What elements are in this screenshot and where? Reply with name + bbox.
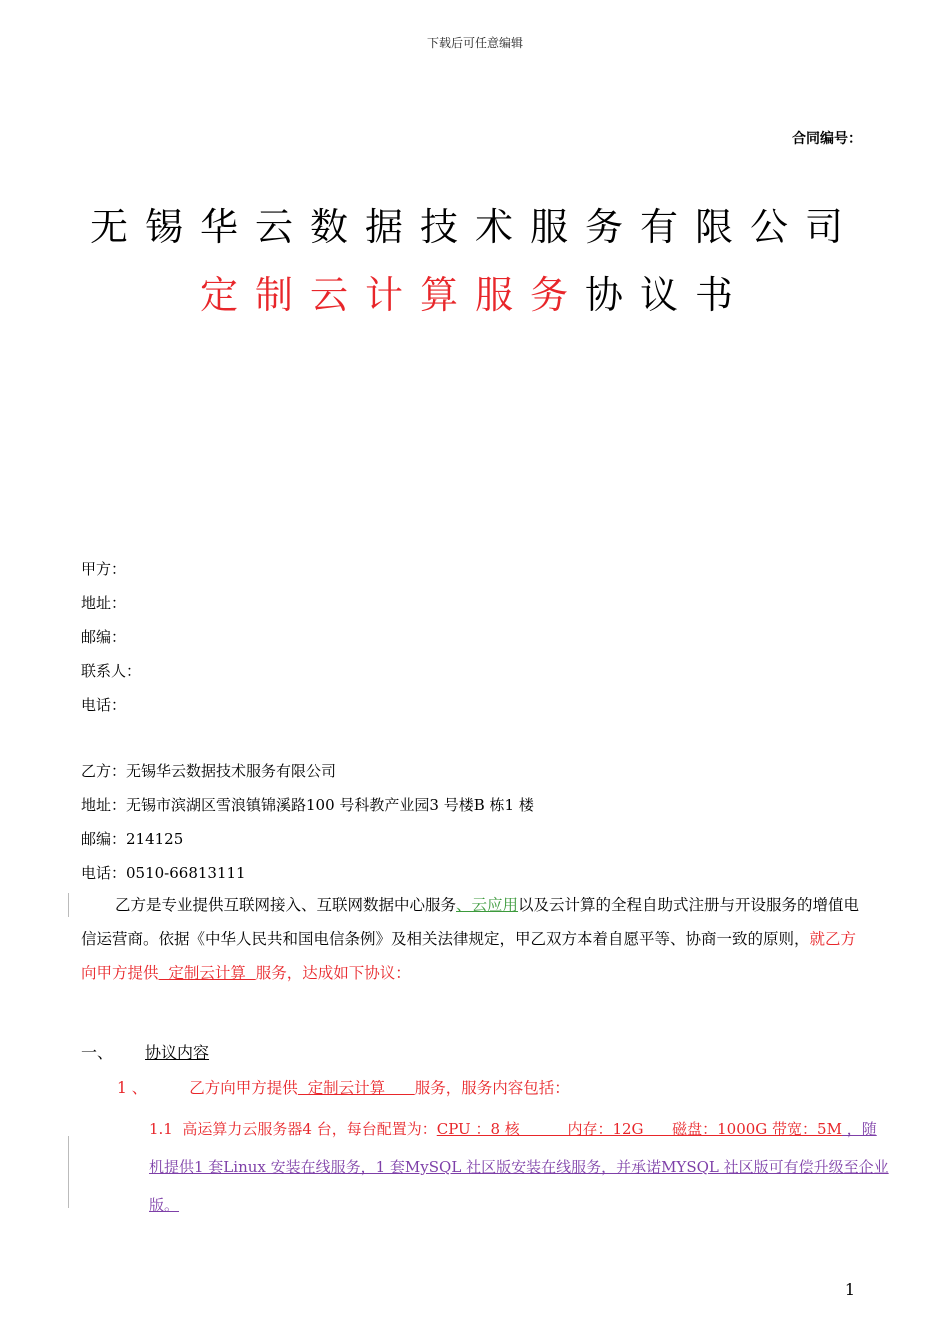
item-1-1-number: 1.1 <box>149 1120 173 1138</box>
item-1-service: 定制云计算 <box>297 1079 415 1097</box>
intro-cloud-app: 、云应用 <box>456 896 519 914</box>
item-1-1-config: CPU ：8 核 内存：12G 磁盘：1000G 带宽：5M <box>436 1120 842 1138</box>
document-title-company: 无锡华云数据技术服务有限公司 <box>89 205 860 249</box>
section-1-heading <box>81 1040 209 1063</box>
intro-paragraph <box>81 888 871 990</box>
party-a-label: 甲方： <box>81 560 127 578</box>
item-1-text-b: 服务，服务内容包括： <box>414 1079 570 1097</box>
intro-text-1: 乙方是专业提供互联网接入、互联网数据中心服务 <box>115 896 457 914</box>
item-1-1-text-a: 高运算力云服务器4 台，每台配置为： <box>182 1120 437 1138</box>
revision-bar <box>68 1136 69 1208</box>
item-1-number: 1 、 <box>117 1079 148 1097</box>
party-b-postcode: 邮编：214125 <box>81 830 184 848</box>
document-title-agreement <box>0 264 950 319</box>
item-1 <box>117 1076 570 1098</box>
party-a-phone: 电话： <box>81 696 127 714</box>
contract-number-label: 合同编号： <box>792 131 862 147</box>
item-1-1 <box>149 1110 891 1224</box>
title-service-name: 定制云计算服务 <box>199 273 585 317</box>
title-agreement-word: 协议书 <box>585 273 751 317</box>
party-b-phone: 电话：0510-66813111 <box>81 864 246 882</box>
section-1-number: 一、 <box>81 1043 114 1062</box>
party-b-address: 地址：无锡市滨湖区雪浪镇锦溪路100 号科教产业园3 号楼B 栋1 楼 <box>81 796 534 814</box>
intro-text-2: 以及云计算的全程自助式注册与开设服务的增值电信运营商。依据《中华人民共和国电信条例》及相关法律规定，甲乙双方本着自愿平等、协商一致的原则， <box>81 896 860 948</box>
intro-text-red-end: 服务，达成如下协议： <box>255 964 411 982</box>
item-1-text-a: 乙方向甲方提供 <box>189 1079 298 1097</box>
intro-text-red: 就乙方向甲方提供 <box>81 930 857 982</box>
revision-bar <box>68 893 69 917</box>
section-1-title: 协议内容 <box>145 1043 210 1062</box>
header-note: 下载后可任意编辑 <box>426 36 523 50</box>
party-a-postcode: 邮编： <box>81 628 127 646</box>
party-a-address: 地址： <box>81 594 127 612</box>
page-number: 1 <box>844 1280 855 1299</box>
intro-service-name: 定制云计算 <box>158 964 256 982</box>
item-1-1-text-b: ，随机提供1 套Linux 安装在线服务，1 套MySQL 社区版安装在线服务，并承诺MYSQL 社区版可有偿升级至企业版。 <box>149 1120 889 1214</box>
party-a-contact: 联系人： <box>81 662 142 680</box>
party-b-label: 乙方：无锡华云数据技术服务有限公司 <box>81 762 337 780</box>
